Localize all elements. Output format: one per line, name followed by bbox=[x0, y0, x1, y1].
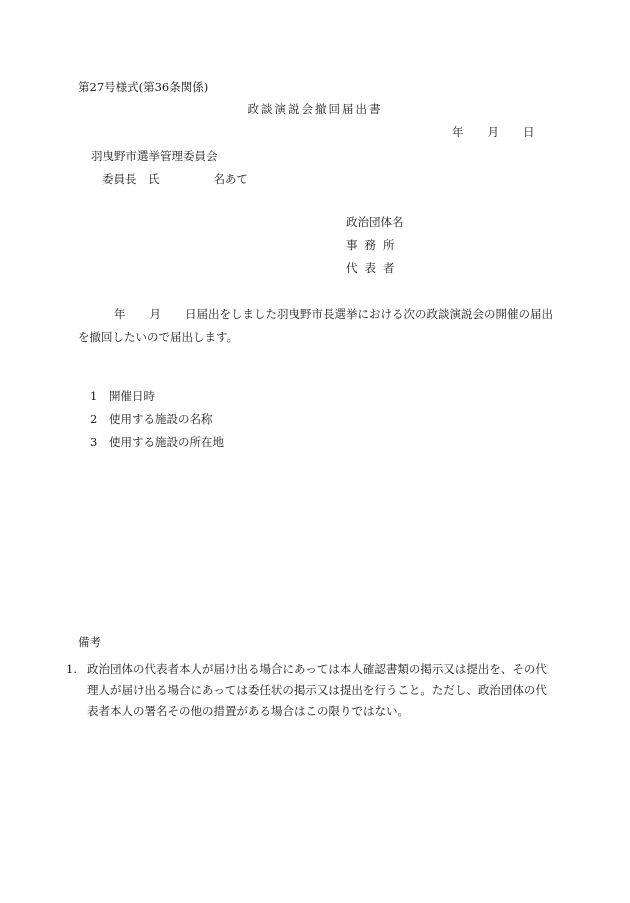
addressee-honorific: 名あて bbox=[213, 172, 248, 186]
sender-group-name: 政治団体名 bbox=[346, 215, 404, 229]
body-paragraph bbox=[78, 303, 553, 349]
addressee-organization: 羽曳野市選挙管理委員会 bbox=[91, 149, 218, 163]
date-line bbox=[452, 127, 535, 139]
date-year: 年 bbox=[452, 125, 464, 139]
document-title: 政談演説会撤回届出書 bbox=[247, 102, 383, 116]
addressee-title: 委員長 氏 bbox=[102, 172, 160, 186]
item-list bbox=[90, 391, 224, 460]
remarks-heading: 備考 bbox=[78, 635, 101, 649]
list-item: 2 使用する施設の名称 bbox=[90, 412, 213, 426]
body-month: 月 bbox=[149, 307, 161, 321]
list-item: 3 使用する施設の所在地 bbox=[90, 435, 224, 449]
remarks-number: 1. bbox=[66, 662, 77, 676]
remarks-text: 政治団体の代表者本人が届け出る場合にあっては本人確認書類の掲示又は提出を、その代理人が届け出る場合にあっては委任状の掲示又は提出を行うこと。ただし、政治団体の代表者本人の署名その他の措置がある場合はこの限りではない。 bbox=[87, 662, 547, 718]
date-month: 月 bbox=[487, 125, 499, 139]
body-text: 日届出をしました羽曳野市長選挙における次の政談演説会の開催の届出を撤回したいので届出します。 bbox=[78, 307, 553, 344]
body-year: 年 bbox=[114, 307, 126, 321]
sender-representative: 代表者 bbox=[346, 261, 402, 275]
list-item: 1 開催日時 bbox=[90, 389, 155, 403]
date-day: 日 bbox=[523, 125, 535, 139]
remarks-item bbox=[66, 659, 556, 722]
sender-office: 事務所 bbox=[346, 238, 402, 252]
addressee-person bbox=[102, 174, 248, 186]
form-number: 第27号様式(第36条関係) bbox=[78, 80, 209, 94]
